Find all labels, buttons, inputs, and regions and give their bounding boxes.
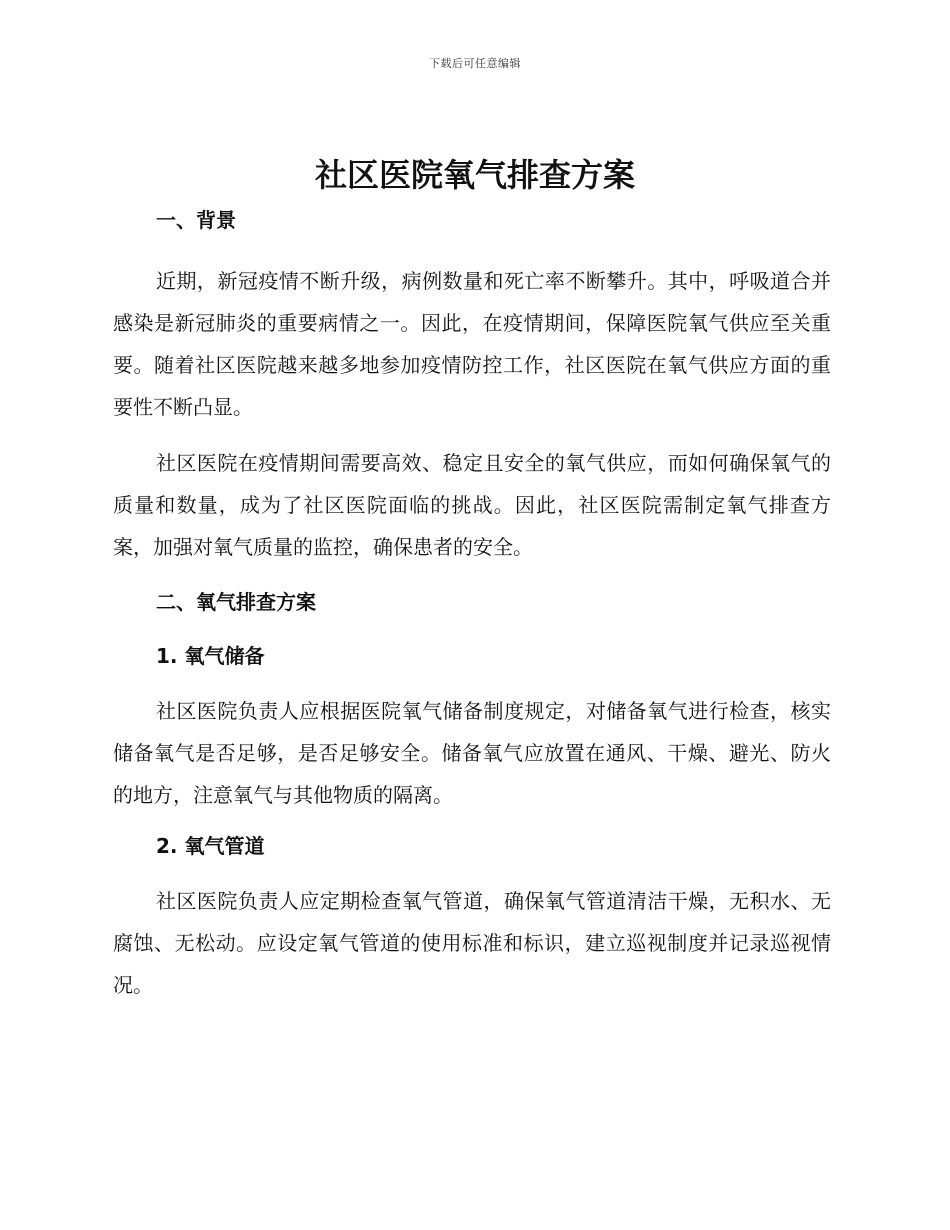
background-paragraph-2: 社区医院在疫情期间需要高效、稳定且安全的氧气供应，而如何确保氧气的质量和数量，成为了社区医院面临的挑战。因此，社区医院需制定氧气排查方案，加强对氧气质量的监控，确保患者的安全。 [113,451,831,559]
subsection-heading-oxygen-pipeline: 2. 氧气管道 [156,834,265,858]
document-body [113,200,831,1006]
background-paragraph-1: 近期，新冠疫情不断升级，病例数量和死亡率不断攀升。其中，呼吸道合并感染是新冠肺炎的重要病情之一。因此，在疫情期间，保障医院氧气供应至关重要。随着社区医院越来越多地参加疫情防控工作，社区医院在氧气供应方面的重要性不断凸显。 [113,269,831,419]
section-heading-plan: 二、氧气排查方案 [156,590,316,614]
document-title: 社区医院氧气排查方案 [314,156,635,194]
oxygen-pipeline-paragraph: 社区医院负责人应定期检查氧气管道，确保氧气管道清洁干燥，无积水、无腐蚀、无松动。应设定氧气管道的使用标准和标识，建立巡视制度并记录巡视情况。 [113,889,831,997]
oxygen-reserve-paragraph: 社区医院负责人应根据医院氧气储备制度规定，对储备氧气进行检查，核实储备氧气是否足够，是否足够安全。储备氧气应放置在通风、干燥、避光、防火的地方，注意氧气与其他物质的隔离。 [113,699,831,807]
section-heading-background: 一、背景 [156,208,236,232]
header-note: 下载后可任意编辑 [429,57,521,70]
subsection-heading-oxygen-reserve: 1. 氧气储备 [156,644,265,668]
